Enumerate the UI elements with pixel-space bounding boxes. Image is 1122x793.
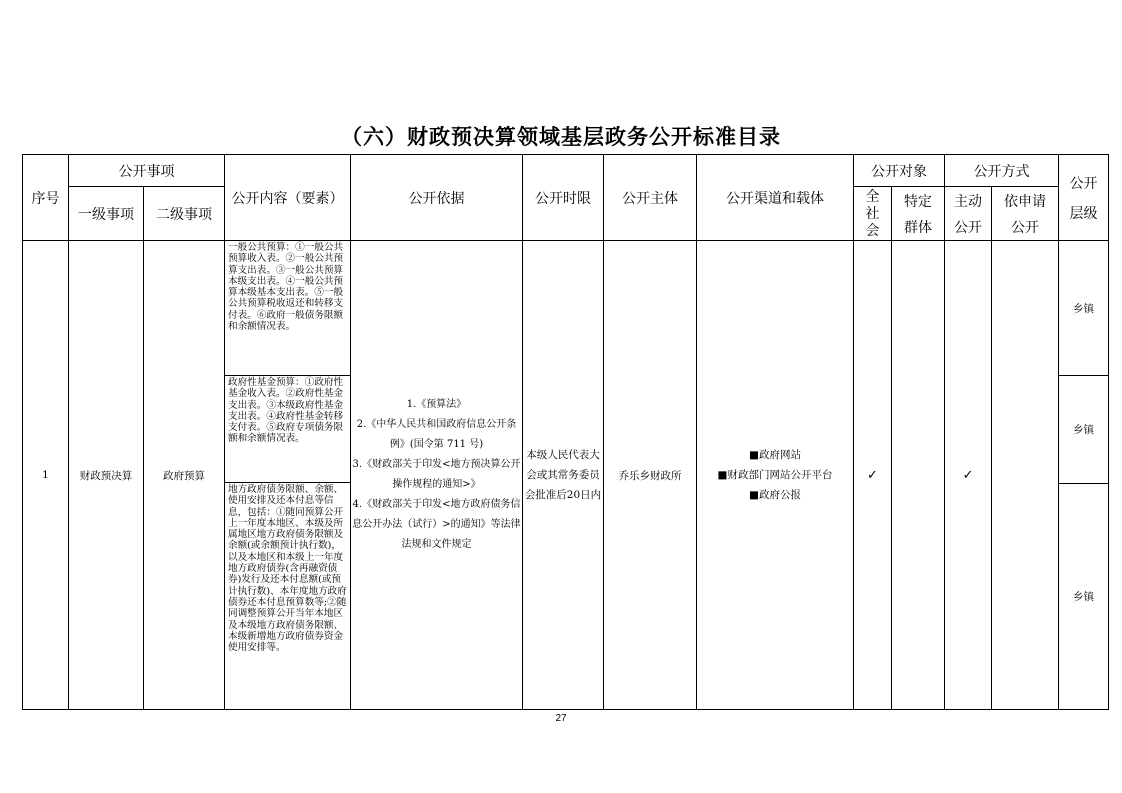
page-title: （六）财政预决算领域基层政务公开标准目录 [341,124,781,149]
row-basis: 1.《预算法》 2.《中华人民共和国政府信息公开条例》(国令第 711 号) 3.《财政部关于印发<地方预决算公开操作规程的通知>》 4.《财政部关于印发<地方政府债务信息公开办法（试行）>的通知》等法律法规和文件规定 [351,241,523,710]
level-item: 乡镇 [1059,483,1108,709]
row-channel [697,241,854,710]
check-specific-group [892,241,945,710]
header-seq: 序号 [23,155,69,241]
header-content: 公开内容（要素） [225,155,351,241]
header-channel: 公开渠道和载体 [697,155,854,241]
channel-item: ■政府网站 [749,449,801,461]
check-active: ✓ [945,241,992,710]
disclosure-table [22,154,1109,710]
header-period: 公开时限 [523,155,604,241]
check-all-society: ✓ [854,241,892,710]
row-content [225,241,351,710]
page-number: 27 [555,713,567,724]
header-level: 公开 层级 [1059,155,1109,241]
header-level1: 一级事项 [69,187,144,241]
header-level2: 二级事项 [144,187,225,241]
check-request [992,241,1059,710]
header-subject: 公开主体 [604,155,697,241]
header-items: 公开事项 [69,155,225,187]
level-item: 乡镇 [1059,375,1108,483]
row-level2: 政府预算 [144,241,225,710]
row-level [1059,241,1109,710]
header-target: 公开对象 [854,155,945,187]
row-period: 本级人民代表大会或其常务委员会批准后20日内 [523,241,604,710]
header-target-all: 全 社 会 [854,187,892,241]
row-subject: 乔乐乡财政所 [604,241,697,710]
content-debt-info: 地方政府债务限额、余额、使用安排及还本付息等信息，包括：①随同预算公开上一年度本地区、本级及所属地区地方政府债务限额及余额(或余额预计执行数)，以及本地区和本级上一年度地方政府债券(含再融资债券)发行及还本付息额(或预计执行数)、本年度地方政府债券还本付息预算数等;②随同调整预算公开当年本地区及本级地方政府债务限额、本级新增地方政府债券资金使用安排等。 [225,482,350,709]
header-target-specific: 特定 群体 [892,187,945,241]
row-seq: 1 [23,241,69,710]
header-method-request: 依申请 公开 [992,187,1059,241]
table-row [23,241,1109,710]
row-level1: 财政预决算 [69,241,144,710]
content-fund-budget: 政府性基金预算：①政府性基金收入表。②政府性基金支出表。③本级政府性基金支出表。④政府性基金转移支付表。⑤政府专项债务限额和余额情况表。 [225,375,350,482]
level-item: 乡镇 [1073,302,1094,315]
header-basis: 公开依据 [351,155,523,241]
channel-item: ■财政部门网站公开平台 [717,469,833,481]
header-method: 公开方式 [945,155,1059,187]
channel-item: ■政府公报 [749,489,801,501]
header-method-active: 主动 公开 [945,187,992,241]
content-general-budget: 一般公共预算：①一般公共预算收入表。②一般公共预算支出表。③一般公共预算本级支出表。④一般公共预算本级基本支出表。⑤一般公共预算税收返还和转移支付表。⑥政府一般债务限额和余额情况表。 [228,242,344,333]
